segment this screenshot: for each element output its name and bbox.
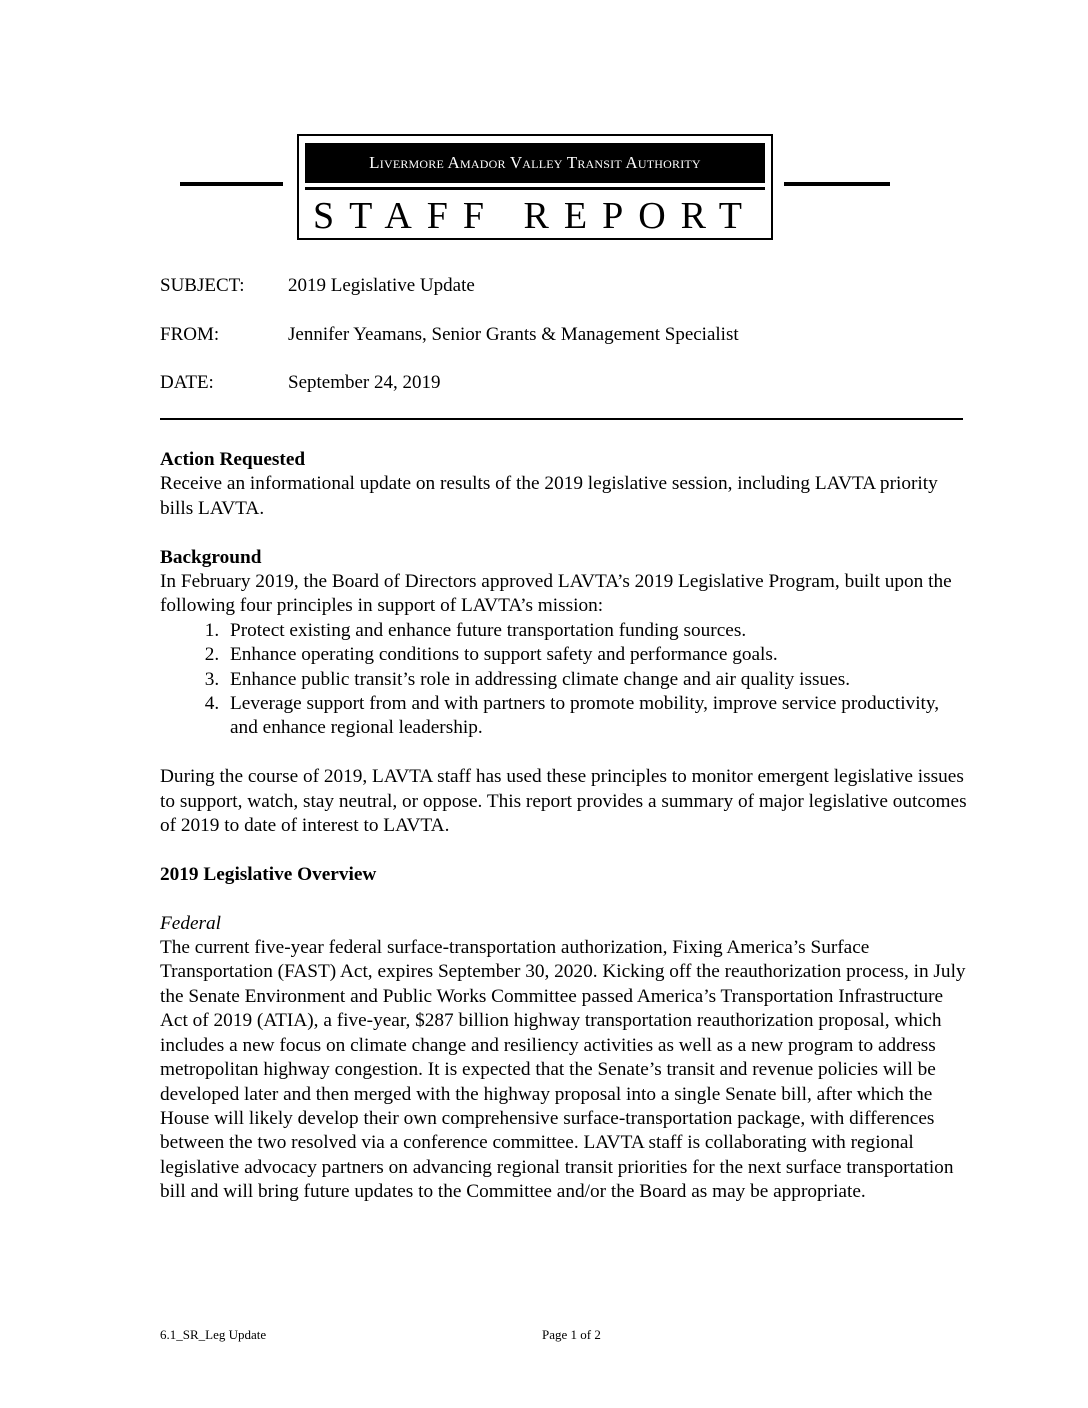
federal-heading: Federal [160, 912, 222, 934]
principle-item: 4. Leverage support from and with partners to promote mobility, improve service productivity, and enhance regional leadership. [224, 692, 970, 741]
federal-text: The current five-year federal surface-transportation authorization, Fixing America’s Surface Transportation (FAST) Act, expires September 30, 2020. Kicking off the reauthorization process, in July the Senate Environment and Public Works Committee passed America’s Transportation Infrastructure Act of 2019 (ATIA), a five-year, $287 billion highway transportation reauthorization proposal, which includes a new focus on climate change and resiliency activities as well as a new program to address metropolitan highway congestion. It is expected that the Senate’s transit and revenue policies will be developed later and then merged with the highway proposal into a single Senate bill, after which the House will likely develop their own comprehensive surface-transportation package, with differences between the two resolved via a conference committee. LAVTA staff is collaborating with regional legislative advocacy partners on advancing regional transit priorities for the next surface transportation bill and will bring future updates to the Committee and/or the Board as may be appropriate. [160, 937, 966, 1203]
from-field [160, 323, 739, 347]
footer-page-number: Page 1 of 2 [542, 1327, 601, 1342]
action-heading: Action Requested [160, 449, 306, 470]
action-text: Receive an informational update on results of the 2019 legislative session, including LAVTA priority bills LAVTA. [160, 473, 938, 519]
date-field [160, 371, 441, 395]
subject-field [160, 274, 475, 298]
from-value: Jennifer Yeamans, Senior Grants & Management Specialist [288, 324, 739, 345]
footer-file-name: 6.1_SR_Leg Update [160, 1327, 267, 1342]
overview-heading: 2019 Legislative Overview [160, 863, 377, 885]
background-intro: In February 2019, the Board of Directors approved LAVTA’s 2019 Legislative Program, built upon the following four principles in support of LAVTA’s mission: [160, 571, 952, 617]
background-closing: During the course of 2019, LAVTA staff has used these principles to monitor emergent legislative issues to support, watch, stay neutral, or oppose. This report provides a summary of major legislative outcomes of 2019 to date of interest to LAVTA. [160, 766, 967, 837]
org-underline [305, 187, 765, 190]
principle-item: 2. Enhance operating conditions to support safety and performance goals. [224, 643, 970, 667]
header-divider [160, 418, 963, 420]
masthead [297, 134, 773, 240]
report-title: STAFF REPORT [313, 195, 757, 237]
subject-label: SUBJECT: [160, 275, 245, 296]
from-label: FROM: [160, 324, 220, 345]
masthead-rule-left [180, 182, 283, 186]
principles-list [160, 619, 970, 741]
org-name-banner [305, 143, 765, 183]
report-body [160, 448, 970, 1205]
org-name: Livermore Amador Valley Transit Authority [369, 153, 701, 172]
date-value: September 24, 2019 [288, 372, 441, 393]
subject-value: 2019 Legislative Update [288, 275, 475, 296]
background-heading: Background [160, 546, 262, 568]
principle-item: 1. Protect existing and enhance future transportation funding sources. [224, 619, 970, 643]
principle-item: 3. Enhance public transit’s role in addressing climate change and air quality issues. [224, 668, 970, 692]
masthead-rule-right [784, 182, 890, 186]
date-label: DATE: [160, 372, 214, 393]
